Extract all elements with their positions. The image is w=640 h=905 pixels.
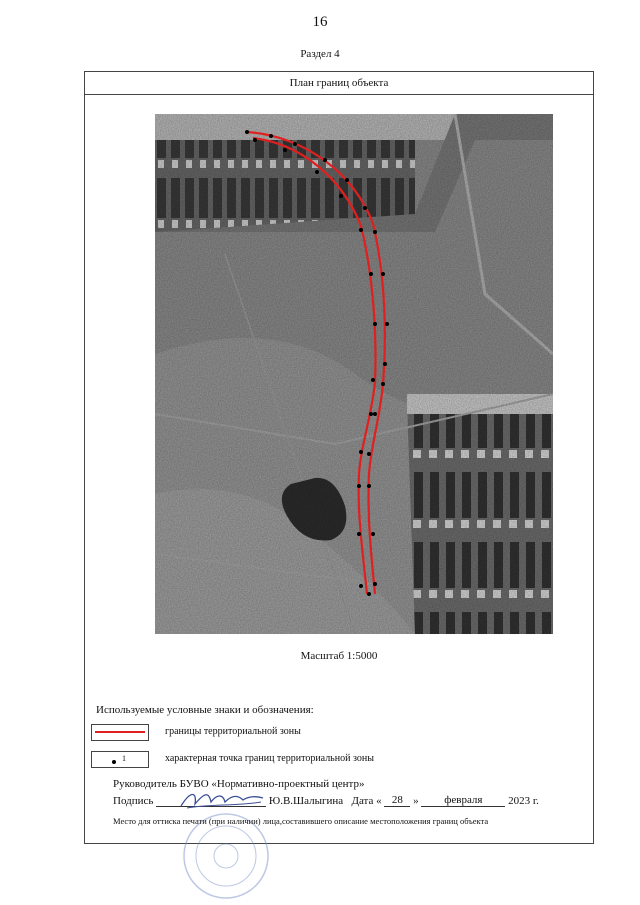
signature-block: [85, 772, 593, 842]
legend-point-dot: [112, 760, 116, 764]
map-scale: Масштаб 1:5000: [300, 650, 378, 662]
page-number: 16: [312, 14, 328, 30]
frame-title: План границ объекта: [85, 72, 593, 95]
stamp-note: Место для оттиска печати (при наличии) лица,составившего описание местоположения границ объекта: [113, 816, 489, 826]
legend-point-symbol: [91, 751, 149, 768]
legend-red-line: [95, 731, 145, 733]
legend-point-label: характерная точка границ территориальной зоны: [165, 753, 374, 764]
signer-name: Ю.В.Шалыгина: [268, 795, 344, 807]
legend-boundary-label: границы территориальной зоны: [165, 726, 301, 737]
legend-boundary-symbol: [91, 724, 149, 741]
legend-title: Используемые условные знаки и обозначения:: [96, 704, 314, 716]
object-plan-frame: [84, 71, 594, 844]
aerial-map: [155, 114, 553, 634]
date-year: 2023 г.: [508, 795, 539, 807]
map-canvas: [155, 114, 553, 634]
signature-word: Подпись: [113, 795, 154, 807]
handwritten-signature: [177, 786, 267, 812]
date-word: Дата «: [351, 795, 382, 807]
legend-point-number: 1: [122, 754, 126, 763]
date-day-close: »: [413, 795, 419, 807]
section-title: Раздел 4: [300, 48, 340, 60]
date-month: февраля: [421, 794, 505, 807]
date-day: 28: [384, 794, 410, 807]
leader-line: Руководитель БУВО «Нормативно-проектный центр»: [113, 778, 365, 790]
